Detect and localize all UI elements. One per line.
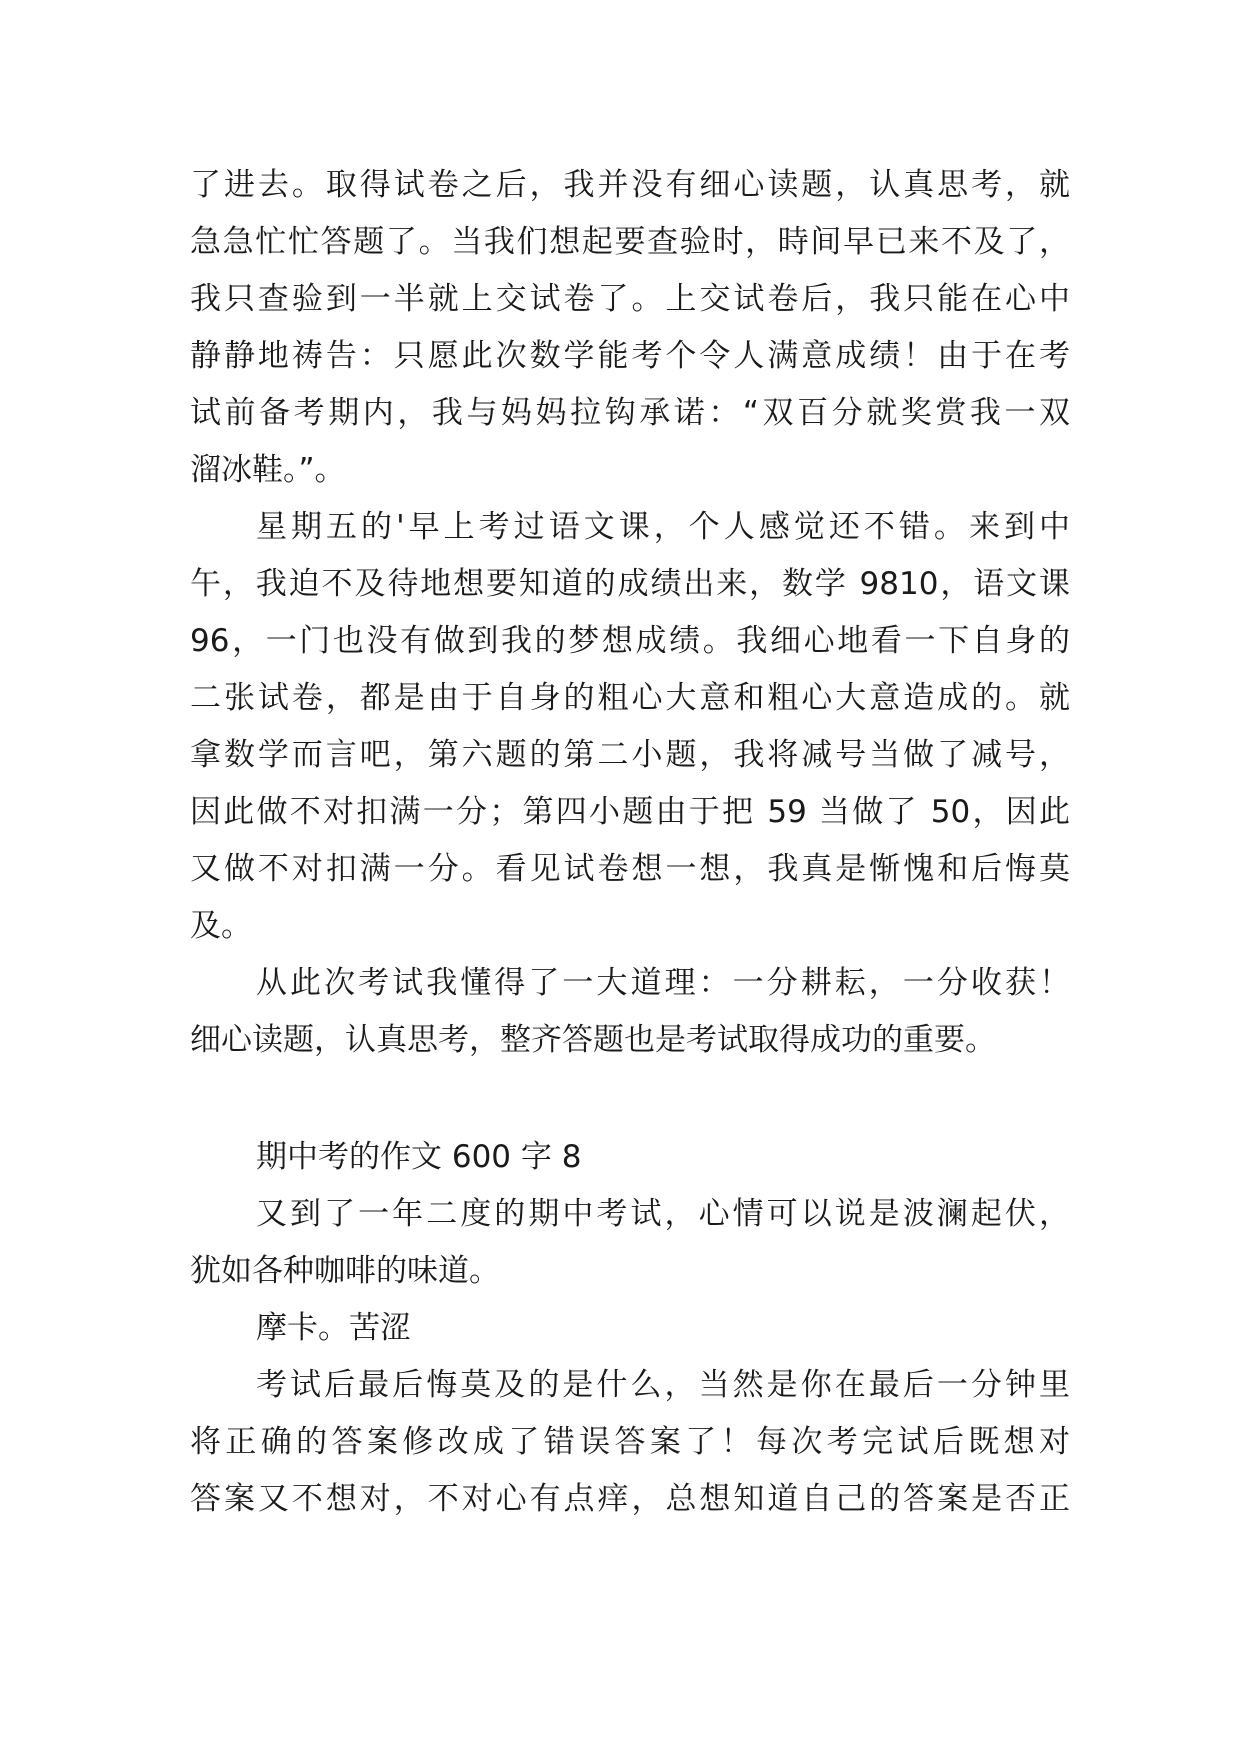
paragraph-4 xyxy=(190,1186,1070,1300)
paragraph-line: 静静地祷告：只愿此次数学能考个令人满意成绩！由于在考 xyxy=(190,338,1070,374)
paragraph-line: 试前备考期内，我与妈妈拉钩承诺：“双百分就奖赏我一双 xyxy=(190,395,1070,431)
paragraph-line: 96，一门也没有做到我的梦想成绩。我细心地看一下自身的 xyxy=(190,623,1070,659)
paragraph-line: 因此做不对扣满一分；第四小题由于把 59 当做了 50，因此 xyxy=(190,794,1070,830)
paragraph-line: 细心读题，认真思考，整齐答题也是考试取得成功的重要。 xyxy=(190,1022,996,1058)
paragraph-line: 犹如各种咖啡的味道。 xyxy=(190,1253,500,1289)
paragraph-line: 从此次考试我懂得了一大道理：一分耕耘，一分收获！ xyxy=(256,965,1070,1001)
paragraph-2 xyxy=(190,499,1070,955)
subheading: 摩卡。苦涩 xyxy=(256,1310,411,1346)
essay-title: 期中考的作文 600 字 8 xyxy=(256,1139,582,1175)
paragraph-3 xyxy=(190,955,1070,1069)
paragraph-1 xyxy=(190,157,1070,499)
paragraph-line: 又到了一年二度的期中考试，心情可以说是波澜起伏， xyxy=(256,1196,1070,1232)
paragraph-line: 了进去。取得试卷之后，我并没有细心读题，认真思考，就 xyxy=(190,167,1070,203)
paragraph-line: 答案又不想对，不对心有点痒，总想知道自己的答案是否正 xyxy=(190,1481,1070,1517)
paragraph-line: 我只查验到一半就上交试卷了。上交试卷后，我只能在心中 xyxy=(190,281,1070,317)
paragraph-line: 溜冰鞋。”。 xyxy=(190,452,346,488)
paragraph-line: 将正确的答案修改成了错误答案了！每次考完试后既想对 xyxy=(190,1424,1070,1460)
paragraph-line: 及。 xyxy=(190,908,252,944)
paragraph-line: 星期五的'早上考过语文课，个人感觉还不错。来到中 xyxy=(256,509,1070,545)
paragraph-line: 拿数学而言吧，第六题的第二小题，我将减号当做了减号， xyxy=(190,737,1070,773)
paragraph-line: 二张试卷，都是由于自身的粗心大意和粗心大意造成的。就 xyxy=(190,680,1070,716)
paragraph-line: 又做不对扣满一分。看见试卷想一想，我真是惭愧和后悔莫 xyxy=(190,851,1070,887)
document-body xyxy=(190,157,1070,1528)
paragraph-line: 考试后最后悔莫及的是什么，当然是你在最后一分钟里 xyxy=(256,1367,1070,1403)
paragraph-line: 急急忙忙答题了。当我们想起要查验时，時间早已来不及了， xyxy=(190,224,1070,260)
section-spacer xyxy=(190,1069,1070,1129)
paragraph-line: 午，我迫不及待地想要知道的成绩出来，数学 9810，语文课 xyxy=(190,566,1070,602)
paragraph-5 xyxy=(190,1357,1070,1528)
